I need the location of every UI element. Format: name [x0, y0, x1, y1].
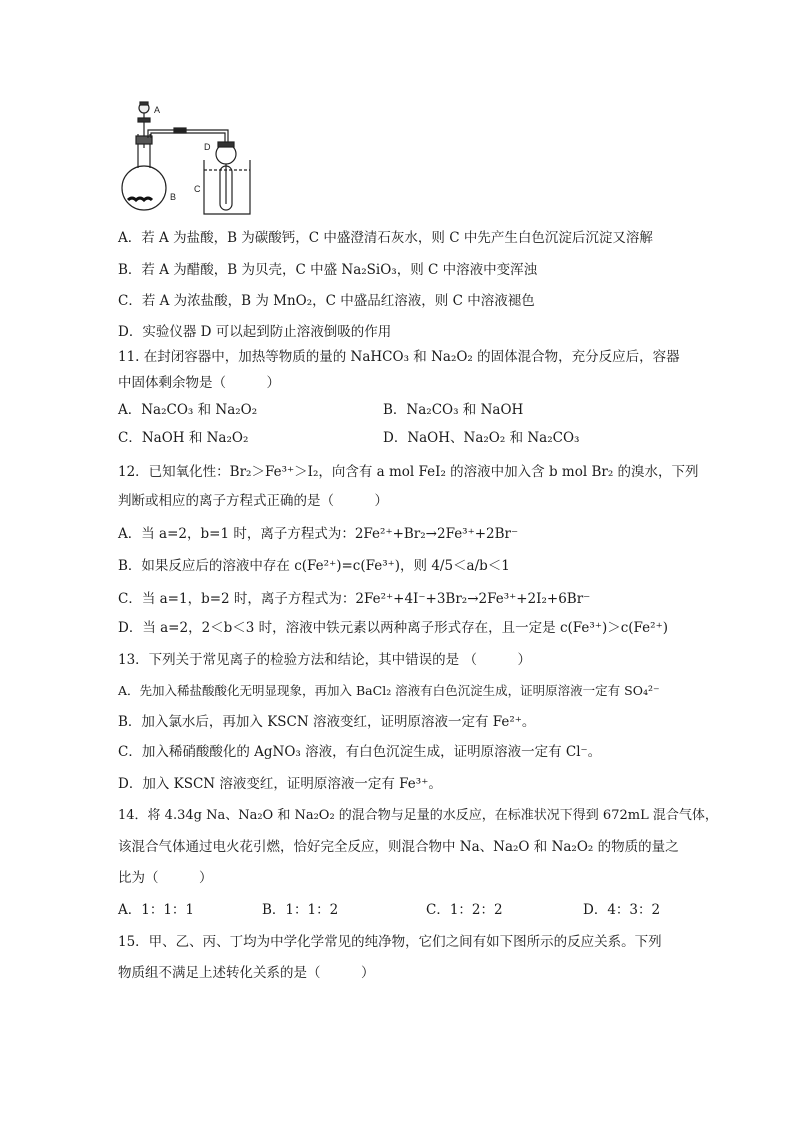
q14-option-d: D．4：3：2: [583, 902, 661, 918]
q11-stem-line1: 11. 在封闭容器中，加热等物质的量的 NaHCO₃ 和 Na₂O₂ 的固体混合物，充分反应后，容器: [118, 349, 680, 365]
label-a: A: [154, 105, 161, 115]
q13-option-a: A．先加入稀盐酸酸化无明显现象，再加入 BaCl₂ 溶液有白色沉淀生成，证明原溶液一定有 SO₄²⁻: [118, 683, 660, 698]
q13-stem: 13．下列关于常见离子的检验方法和结论，其中错误的是 （ ）: [118, 652, 531, 668]
q10-option-a: A．若 A 为盐酸，B 为碳酸钙，C 中盛澄清石灰水，则 C 中先产生白色沉淀后沉淀又溶解: [118, 230, 653, 246]
q13-option-d: D．加入 KSCN 溶液变红，证明原溶液一定有 Fe³⁺。: [118, 776, 442, 792]
q12-stem-line1: 12．已知氧化性：Br₂＞Fe³⁺＞I₂，向含有 a mol FeI₂ 的溶液中加入含 b mol Br₂ 的溴水，下列: [118, 464, 699, 480]
q10-option-c: C．若 A 为浓盐酸，B 为 MnO₂，C 中盛品红溶液，则 C 中溶液褪色: [118, 293, 535, 309]
q10-option-d: D．实验仪器 D 可以起到防止溶液倒吸的作用: [118, 324, 392, 340]
q10-option-b: B．若 A 为醋酸，B 为贝壳，C 中盛 Na₂SiO₃，则 C 中溶液中变浑浊: [118, 262, 538, 278]
q12-option-b: B．如果反应后的溶液中存在 c(Fe²⁺)=c(Fe³⁺)，则 4/5＜a/b＜1: [118, 558, 510, 574]
label-c: C: [194, 184, 201, 194]
q14-option-c: C．1：2：2: [426, 902, 503, 918]
q14-stem-line2: 该混合气体通过电火花引燃，恰好完全反应，则混合物中 Na、Na₂O 和 Na₂O₂ 的物质的量之: [118, 839, 679, 855]
q12-option-c: C．当 a=1，b=2 时，离子方程式为：2Fe²⁺+4I⁻+3Br₂→2Fe³⁺+2I₂+6Br⁻: [118, 591, 591, 607]
q15-stem-line1: 15．甲、乙、丙、丁均为中学化学常见的纯净物，它们之间有如下图所示的反应关系。下列: [118, 934, 662, 950]
q12-option-d: D．当 a=2，2＜b＜3 时，溶液中铁元素以两种离子形式存在，且一定是 c(Fe³⁺)＞c(Fe²⁺): [118, 620, 668, 636]
q14-option-a: A．1：1：1: [118, 902, 195, 918]
label-d: D: [204, 142, 211, 152]
q14-stem-line1: 14．将 4.34g Na、Na₂O 和 Na₂O₂ 的混合物与足量的水反应，在标准状况下得到 672mL 混合气体，: [118, 808, 718, 823]
q13-option-c: C．加入稀硝酸酸化的 AgNO₃ 溶液，有白色沉淀生成，证明原溶液一定有 Cl⁻。: [118, 744, 602, 760]
q12-stem-line2: 判断或相应的离子方程式正确的是（ ）: [118, 493, 388, 509]
q12-option-a: A．当 a=2，b=1 时，离子方程式为：2Fe²⁺+Br₂→2Fe³⁺+2Br⁻: [118, 526, 519, 542]
q11-option-a: A．Na₂CO₃ 和 Na₂O₂: [118, 402, 258, 418]
q11-option-b: B．Na₂CO₃ 和 NaOH: [383, 402, 524, 418]
q13-option-b: B．加入氯水后，再加入 KSCN 溶液变红，证明原溶液一定有 Fe²⁺。: [118, 714, 536, 730]
apparatus-diagram: [118, 100, 258, 220]
q15-stem-line2: 物质组不满足上述转化关系的是（ ）: [118, 965, 375, 981]
label-b: B: [170, 192, 177, 202]
q11-option-c: C．NaOH 和 Na₂O₂: [118, 430, 249, 446]
q11-option-d: D．NaOH、Na₂O₂ 和 Na₂CO₃: [383, 430, 580, 446]
q14-stem-line3: 比为（ ）: [118, 870, 213, 886]
q14-option-b: B．1：1：2: [262, 902, 339, 918]
q11-stem-line2: 中固体剩余物是（ ）: [118, 375, 280, 391]
